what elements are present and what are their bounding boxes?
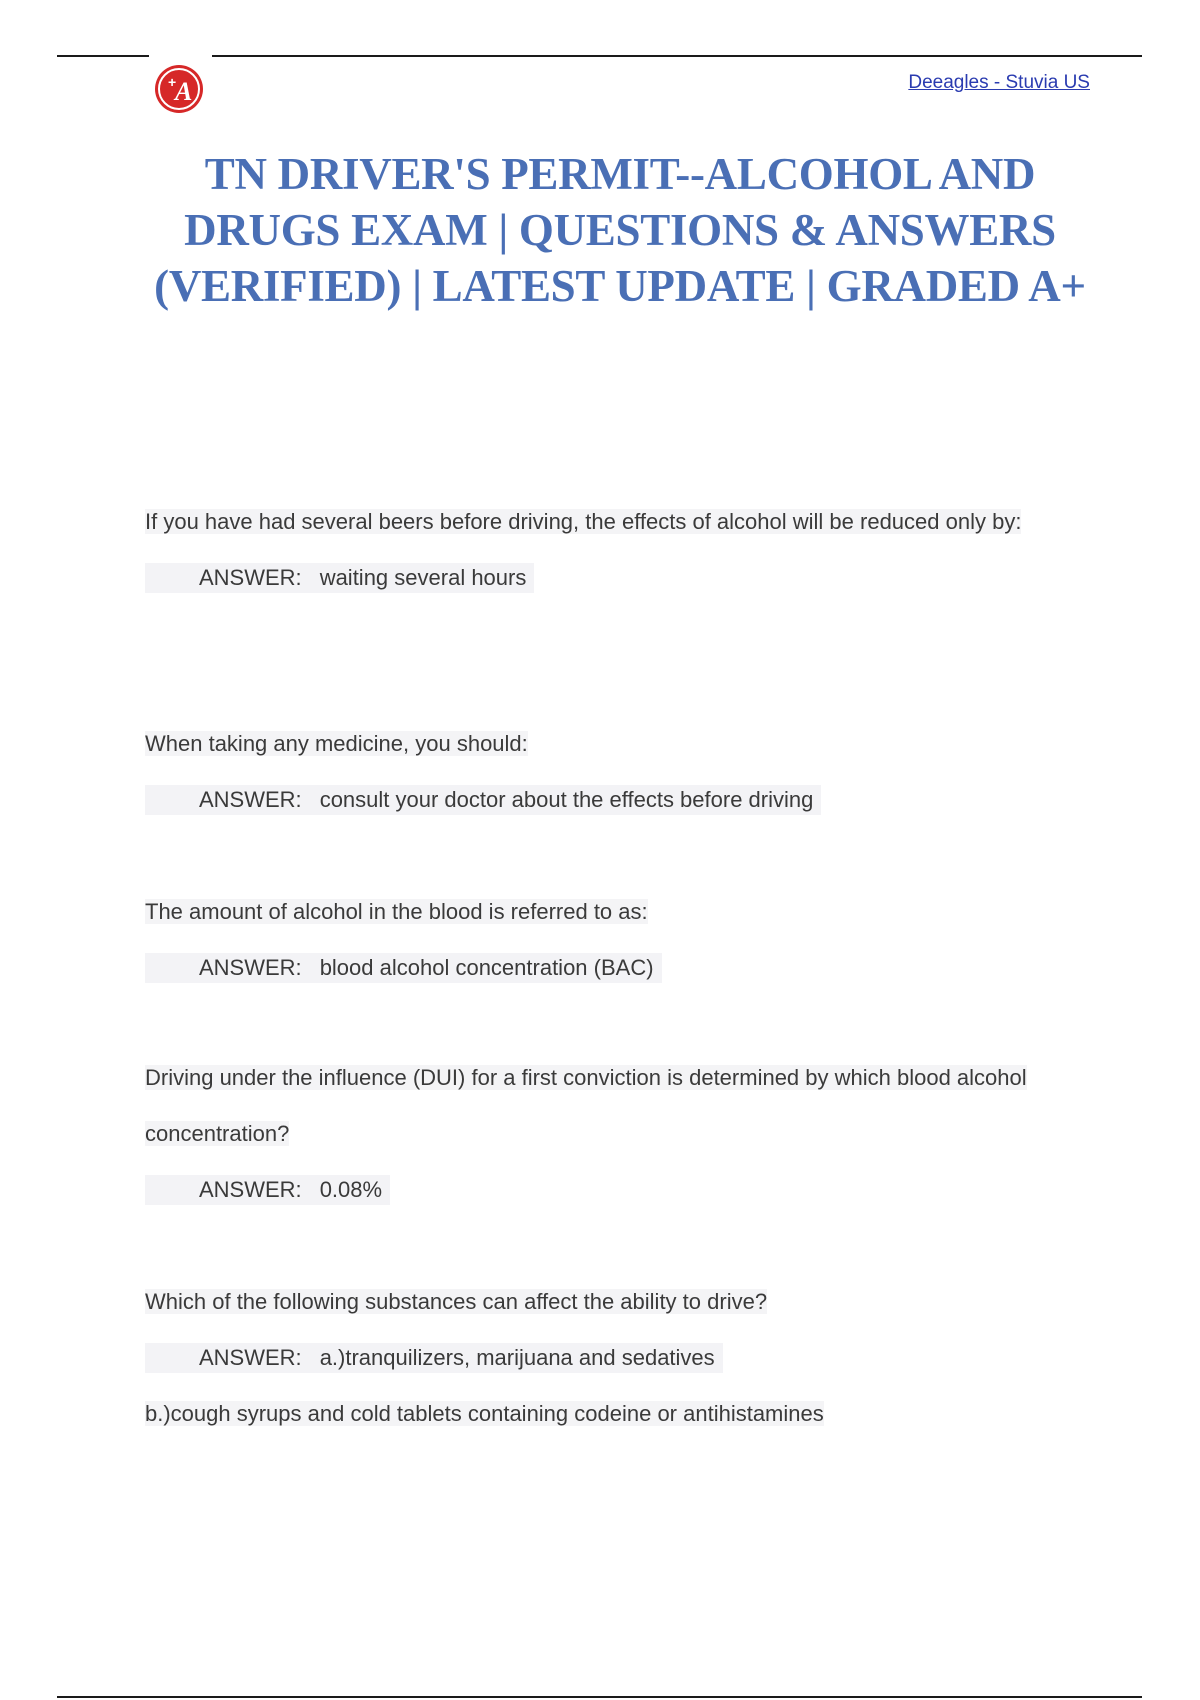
header-rule-right (212, 55, 1142, 57)
question-text: Driving under the influence (DUI) for a first conviction is determined by which blood alcohol concentration? (145, 1065, 1027, 1146)
qa-item (145, 1274, 1085, 1442)
footer-rule (57, 1696, 1142, 1698)
header-rule-left (57, 55, 149, 57)
answer-row (145, 1330, 1085, 1386)
answer-text: consult your doctor about the effects before driving (319, 787, 814, 812)
question-text: If you have had several beers before driving, the effects of alcohol will be reduced only by: (145, 509, 1022, 534)
question-text: The amount of alcohol in the blood is referred to as: (145, 899, 648, 924)
answer-row (145, 1162, 1085, 1218)
qa-item (145, 716, 1085, 828)
qa-item (145, 1050, 1085, 1218)
answer-text: a.)tranquilizers, marijuana and sedatives (319, 1345, 715, 1370)
question-text: When taking any medicine, you should: (145, 731, 528, 756)
answer-row (145, 550, 1085, 606)
answer-text: waiting several hours (319, 565, 527, 590)
answer-label: ANSWER: (199, 787, 302, 812)
svg-text:+: + (168, 74, 177, 90)
question-text: Which of the following substances can affect the ability to drive? (145, 1289, 768, 1314)
document-title: TN DRIVER'S PERMIT--ALCOHOL AND DRUGS EXAM | QUESTIONS & ANSWERS (VERIFIED) | LATEST UPDATE | GRADED A+ (154, 149, 1086, 311)
answer-text: blood alcohol concentration (BAC) (319, 955, 654, 980)
svg-text:A: A (175, 77, 193, 106)
answer-row (145, 940, 1085, 996)
answer-row (145, 772, 1085, 828)
qa-item (145, 884, 1085, 996)
answer-continued: b.)cough syrups and cold tablets containing codeine or antihistamines (145, 1401, 824, 1426)
answer-label: ANSWER: (199, 1345, 302, 1370)
answer-label: ANSWER: (199, 955, 302, 980)
qa-item (145, 494, 1085, 606)
stuvia-logo-icon (153, 63, 205, 115)
seller-link[interactable]: Deeagles - Stuvia US (908, 72, 1090, 93)
answer-label: ANSWER: (199, 565, 302, 590)
answer-label: ANSWER: (199, 1177, 302, 1202)
answer-text: 0.08% (319, 1177, 383, 1202)
